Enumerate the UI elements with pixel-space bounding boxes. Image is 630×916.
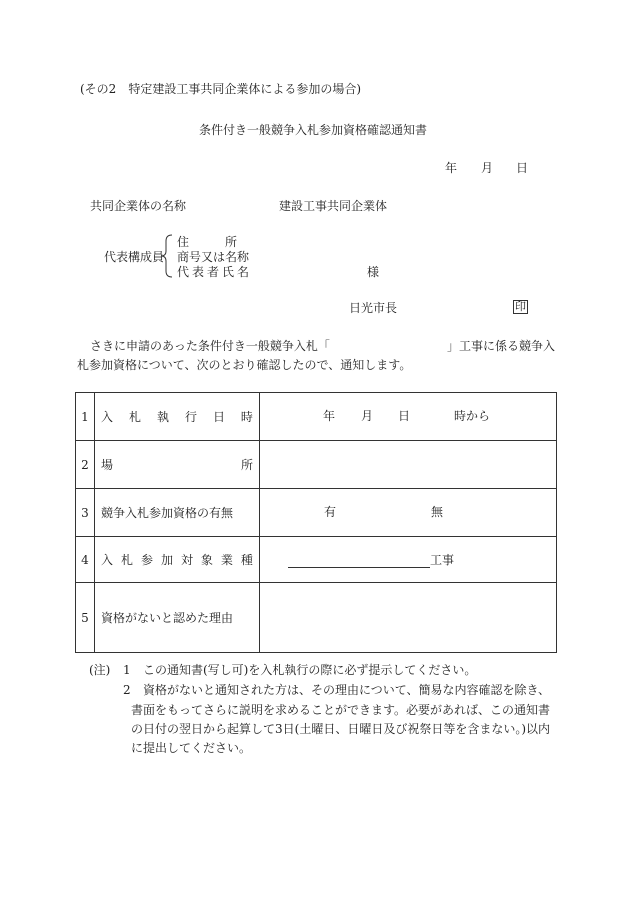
confirmation-table [75, 392, 557, 653]
label-char: 対 [180, 553, 193, 567]
table-row [76, 441, 557, 489]
issuer-name: 日光市長 [349, 301, 398, 315]
jv-name-label: 共同企業体の名称 [90, 199, 187, 213]
label-char: 参 [140, 553, 153, 567]
label-char: 日 [212, 410, 225, 424]
row-number: 4 [76, 537, 95, 583]
date-day: 日 [516, 161, 529, 175]
label-char: 札 [120, 553, 133, 567]
place-label: 場 所 [101, 458, 253, 472]
representative-name-label: 代表者氏名 [177, 265, 253, 279]
jv-name-value: 建設工事共同企業体 [279, 199, 388, 213]
row-number: 3 [76, 489, 95, 537]
table-row [76, 489, 557, 537]
label-char: 札 [128, 410, 141, 424]
trade-value [260, 537, 557, 583]
date-month: 月 [481, 161, 494, 175]
note-2-number: 2 [123, 683, 131, 697]
note-1-text: この通知書(写し可)を入札執行の際に必ず提示してください。 [143, 663, 477, 677]
representative-label: 代表構成員 [104, 250, 165, 264]
trade-label [101, 551, 253, 568]
label-char: 時 [240, 410, 253, 424]
datetime-day: 日 [398, 409, 411, 423]
eligibility-yes: 有 [324, 505, 337, 519]
eligibility-label: 競争入札参加資格の有無 [95, 489, 260, 537]
company-name-label: 商号又は名称 [177, 250, 250, 264]
reason-label: 資格がないと認めた理由 [95, 583, 260, 653]
bid-datetime-value [260, 393, 557, 441]
place-value [260, 441, 557, 489]
note-2-line4: に提出してください。 [131, 741, 252, 755]
trade-suffix: 工事 [430, 553, 455, 567]
reason-value [260, 583, 557, 653]
curly-brace-icon [160, 233, 174, 279]
note-2-line2: 書面をもってさらに説明を求めることができます。必要があれば、この通知書 [131, 703, 551, 717]
table-row [76, 537, 557, 583]
note-2-line1: 資格がないと通知された方は、その理由について、簡易な内容確認を除き、 [143, 683, 551, 697]
date-year: 年 [445, 161, 458, 175]
body-line1-start: さきに申請のあった条件付き一般競争入札「 [90, 339, 330, 353]
eligibility-value [260, 489, 557, 537]
seal-mark: 印 [515, 300, 526, 313]
trade-blank-line [288, 553, 430, 568]
eligibility-no: 無 [431, 505, 444, 519]
label-char: 入 [101, 553, 114, 567]
notes-prefix: (注) [89, 663, 111, 677]
label-char: 種 [240, 553, 253, 567]
note-1-number: 1 [123, 663, 131, 677]
table-row [76, 393, 557, 441]
label-char: 加 [160, 553, 173, 567]
address-label: 住 所 [177, 235, 238, 249]
table-row [76, 583, 557, 653]
body-line1-end: 」工事に係る競争入 [447, 339, 556, 353]
datetime-month: 月 [361, 409, 374, 423]
label-char: 執 [156, 410, 169, 424]
document-title: 条件付き一般競争入札参加資格確認通知書 [199, 123, 428, 137]
body-line2: 札参加資格について、次のとおり確認したので、通知します。 [77, 358, 412, 372]
datetime-year: 年 [323, 409, 336, 423]
row-number: 1 [76, 393, 95, 441]
header-note: (その2 特定建設工事共同企業体による参加の場合) [80, 82, 362, 96]
row-number: 2 [76, 441, 95, 489]
honorific: 様 [367, 265, 380, 279]
label-char: 業 [220, 553, 233, 567]
datetime-hour: 時から [454, 409, 491, 423]
note-2-line3: の日付の翌日から起算して3日(土曜日、日曜日及び祝祭日等を含まない。)以内 [131, 722, 551, 736]
row-number: 5 [76, 583, 95, 653]
bid-datetime-label [101, 408, 253, 425]
label-char: 入 [101, 410, 114, 424]
label-char: 行 [184, 410, 197, 424]
label-char: 象 [200, 553, 213, 567]
